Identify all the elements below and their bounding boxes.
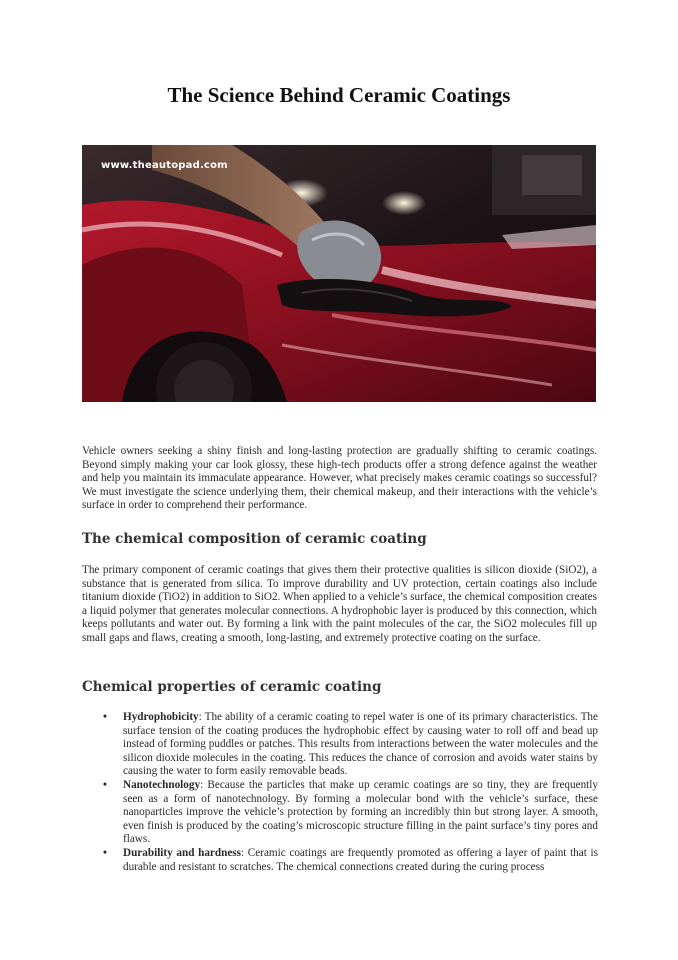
list-item <box>103 711 598 779</box>
bullet-text: : The ability of a ceramic coating to repel water is one of its primary characteristics. The surface tension of the coating produces the hydrophobic effect by causing water to roll off and bead up instead of forming puddles or patches. This results from interactions between the water molecules and the silicon dioxide molecules in the coating. This reduces the chance of corrosion and avoids water stains by causing the water to form easily removable beads. <box>123 711 598 778</box>
list-item <box>103 846 598 874</box>
bullet-text: : Because the particles that make up ceramic coatings are so tiny, they are frequently seen as a form of nanotechnology. By forming a molecular bond with the vehicle’s surface, these nanoparticles improve the vehicle’s protection by forming an incredibly thin but strong layer. A smooth, even finish is produced by the coating’s microscopic structure filling in the paint surface’s tiny pores and flaws. <box>123 778 598 846</box>
watermark-text: www.theautopad.com <box>101 160 228 171</box>
properties-list <box>103 711 598 874</box>
bullet-marker: • <box>103 778 107 791</box>
bullet-marker: • <box>103 711 107 723</box>
section-heading-composition: The chemical composition of ceramic coating <box>82 531 427 547</box>
hero-image <box>82 145 596 402</box>
intro-paragraph: Vehicle owners seeking a shiny finish and long-lasting protection are gradually shifting to ceramic coatings. Beyond simply making your car look glossy, these high-tech products offer a strong defence against the weather and help you maintain its immaculate appearance. However, what precisely makes ceramic coatings so successful? We must investigate the science underlying them, their chemical makeup, and their interactions with the vehicle’s surface in order to comprehend their performance. <box>82 445 597 512</box>
bullet-text: : Ceramic coatings are frequently promoted as offering a layer of paint that is durable and resistant to scratches. The chemical connections created during the curing process <box>123 846 598 873</box>
list-item <box>103 778 598 847</box>
car-polishing-illustration <box>82 145 596 402</box>
composition-paragraph: The primary component of ceramic coatings that gives them their protective qualities is silicon dioxide (SiO2), a substance that is generated from silica. To improve durability and UV protection, certain coatings also include titanium dioxide (TiO2) in addition to SiO2. When applied to a vehicle’s surface, the chemical composition creates a liquid polymer that generates molecular connections. A hydrophobic layer is produced by this connection, which keeps pollutants and water out. By forming a link with the paint molecules of the car, the SiO2 molecules fill up small gaps and flaws, creating a smooth, long-lasting, and extremely protective coating on the surface. <box>82 564 597 644</box>
section-heading-properties: Chemical properties of ceramic coating <box>82 679 382 695</box>
page-title: The Science Behind Ceramic Coatings <box>167 83 511 107</box>
bullet-term: Nanotechnology <box>123 778 201 791</box>
bullet-marker: • <box>103 846 107 859</box>
bullet-term: Hydrophobicity <box>123 711 199 723</box>
bullet-term: Durability and hardness <box>123 846 242 859</box>
